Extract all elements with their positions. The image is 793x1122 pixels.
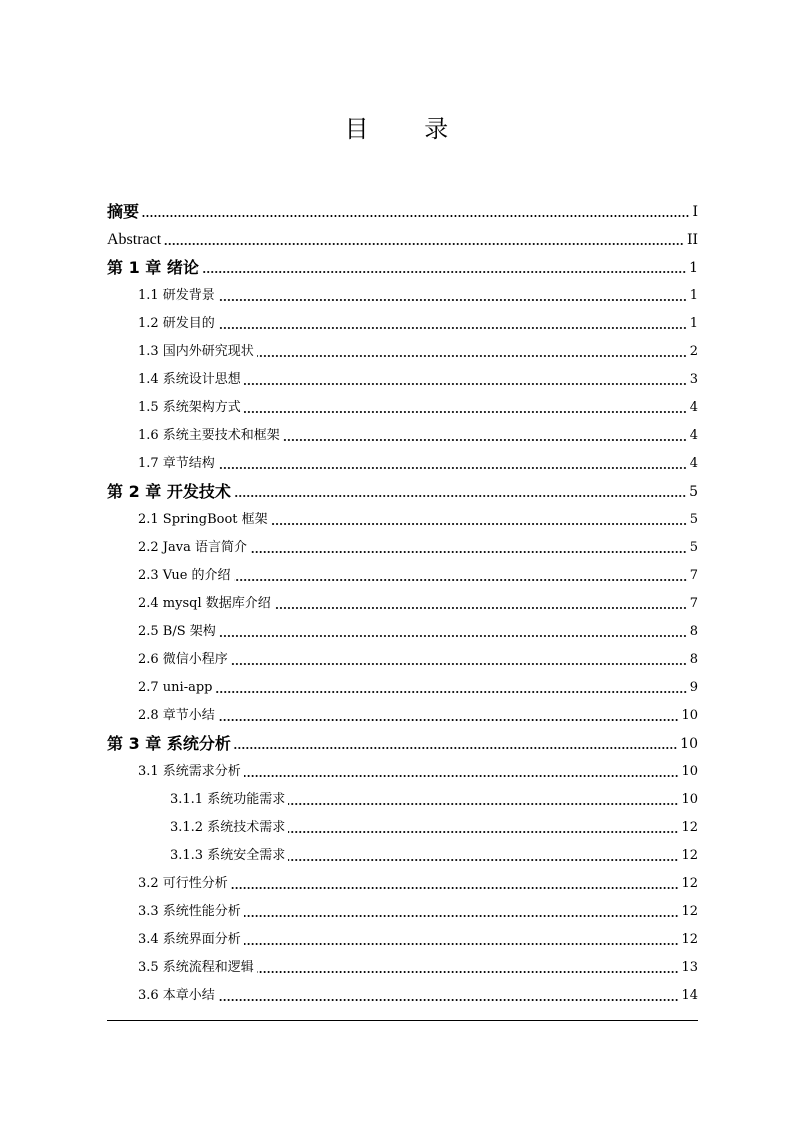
toc-entry-page-number: 12 <box>681 904 698 919</box>
toc-entry[interactable] <box>107 306 698 334</box>
dot-leader <box>244 943 679 945</box>
toc-entry-label: Abstract <box>107 231 162 248</box>
toc-entry-page-number: 9 <box>689 680 698 695</box>
toc-entry-label: 2.1 SpringBoot 框架 <box>138 512 268 527</box>
toc-entry[interactable] <box>107 698 698 726</box>
toc-entry-page-number: 7 <box>689 568 698 583</box>
toc-entry-label: 1.1 研发背景 <box>138 288 215 303</box>
toc-entry[interactable] <box>107 614 698 642</box>
toc-entry-label: 3.4 系统界面分析 <box>138 932 241 947</box>
dot-leader <box>216 691 687 693</box>
toc-entry-page-number: 13 <box>681 960 698 975</box>
toc-entry-page-number: 1 <box>689 288 698 303</box>
toc-entry-page-number: 12 <box>681 876 698 891</box>
toc-entry-page-number: 7 <box>689 596 698 611</box>
toc-entry[interactable] <box>107 586 698 614</box>
bottom-divider <box>107 1020 698 1021</box>
toc-entry-label: 3.3 系统性能分析 <box>138 904 241 919</box>
dot-leader <box>234 747 677 749</box>
toc-entry-page-number: I <box>692 204 698 220</box>
toc-entry-label: 2.8 章节小结 <box>138 708 215 723</box>
toc-entry-label: 2.2 Java 语言简介 <box>138 540 247 555</box>
toc-entry-page-number: 1 <box>689 260 698 276</box>
toc-entry[interactable] <box>107 558 698 586</box>
toc-entry[interactable] <box>107 810 698 838</box>
toc-entry-label: 1.7 章节结构 <box>138 456 215 471</box>
dot-leader <box>218 299 687 301</box>
toc-entry[interactable] <box>107 782 698 810</box>
dot-leader <box>218 327 687 329</box>
toc-entry[interactable] <box>107 474 698 502</box>
toc-entry-label: 3.5 系统流程和逻辑 <box>138 960 254 975</box>
toc-entry-page-number: 12 <box>681 932 698 947</box>
toc-entry[interactable] <box>107 334 698 362</box>
dot-leader <box>244 775 679 777</box>
toc-entry[interactable] <box>107 922 698 950</box>
dot-leader <box>283 439 687 441</box>
toc-entry[interactable] <box>107 250 698 278</box>
toc-entry-page-number: 10 <box>681 764 698 779</box>
dot-leader <box>244 383 687 385</box>
dot-leader <box>202 271 686 273</box>
toc-entry-label: 2.4 mysql 数据库介绍 <box>138 596 271 611</box>
toc-entry-page-number: 4 <box>689 428 698 443</box>
toc-entry-label: 第 2 章 开发技术 <box>107 482 231 501</box>
dot-leader <box>274 607 687 609</box>
dot-leader <box>219 635 687 637</box>
dot-leader <box>244 411 687 413</box>
toc-entry-label: 3.1.2 系统技术需求 <box>170 820 286 835</box>
toc-entry[interactable] <box>107 866 698 894</box>
toc-entry-page-number: 8 <box>689 652 698 667</box>
toc-entry-label: 1.4 系统设计思想 <box>138 372 241 387</box>
toc-entry-label: 2.7 uni-app <box>138 680 213 695</box>
toc-entry-page-number: 12 <box>681 820 698 835</box>
toc-entry-label: 摘要 <box>107 202 140 221</box>
toc-entry[interactable] <box>107 362 698 390</box>
toc-entry[interactable] <box>107 950 698 978</box>
toc-entry-label: 1.3 国内外研究现状 <box>138 344 254 359</box>
toc-entry[interactable] <box>107 446 698 474</box>
table-of-contents <box>107 194 698 1006</box>
toc-entry-page-number: 12 <box>681 848 698 863</box>
dot-leader <box>234 579 687 581</box>
toc-entry-page-number: 14 <box>681 988 698 1003</box>
toc-entry-label: 2.3 Vue 的介绍 <box>138 568 231 583</box>
toc-entry[interactable] <box>107 278 698 306</box>
dot-leader <box>288 803 678 805</box>
dot-leader <box>164 243 684 245</box>
toc-entry-page-number: 4 <box>689 400 698 415</box>
toc-entry[interactable] <box>107 390 698 418</box>
toc-entry[interactable] <box>107 502 698 530</box>
toc-entry[interactable] <box>107 418 698 446</box>
toc-entry-label: 3.2 可行性分析 <box>138 876 228 891</box>
toc-entry[interactable] <box>107 978 698 1006</box>
toc-entry-page-number: 4 <box>689 456 698 471</box>
toc-entry-label: 1.6 系统主要技术和框架 <box>138 428 280 443</box>
dot-leader <box>250 551 687 553</box>
toc-entry-label: 第 1 章 绪论 <box>107 258 199 277</box>
dot-leader <box>234 495 686 497</box>
toc-entry-page-number: 10 <box>681 708 698 723</box>
toc-entry-label: 1.2 研发目的 <box>138 316 215 331</box>
toc-entry-page-number: 5 <box>689 540 698 555</box>
dot-leader <box>231 887 679 889</box>
toc-entry-label: 2.6 微信小程序 <box>138 652 228 667</box>
dot-leader <box>257 971 679 973</box>
toc-entry-page-number: 2 <box>689 344 698 359</box>
toc-entry-page-number: 1 <box>689 316 698 331</box>
page-title: 目 录 <box>344 115 473 143</box>
dot-leader <box>218 719 679 721</box>
toc-entry-label: 第 3 章 系统分析 <box>107 734 231 753</box>
toc-entry-page-number: 10 <box>681 792 698 807</box>
toc-entry[interactable] <box>107 530 698 558</box>
toc-entry-page-number: 3 <box>689 372 698 387</box>
toc-entry-page-number: 5 <box>689 484 698 500</box>
toc-entry-page-number: II <box>686 232 698 248</box>
toc-entry-label: 3.6 本章小结 <box>138 988 215 1003</box>
dot-leader <box>257 355 687 357</box>
toc-entry-label: 3.1.3 系统安全需求 <box>170 848 286 863</box>
dot-leader <box>271 523 687 525</box>
dot-leader <box>142 215 689 217</box>
toc-entry[interactable] <box>107 642 698 670</box>
toc-entry[interactable] <box>107 222 698 250</box>
toc-entry-label: 1.5 系统架构方式 <box>138 400 241 415</box>
toc-entry-page-number: 8 <box>689 624 698 639</box>
dot-leader <box>231 663 687 665</box>
toc-entry[interactable] <box>107 754 698 782</box>
dot-leader <box>218 999 679 1001</box>
toc-entry-label: 3.1 系统需求分析 <box>138 764 241 779</box>
toc-entry[interactable] <box>107 838 698 866</box>
toc-entry-label: 3.1.1 系统功能需求 <box>170 792 286 807</box>
toc-entry[interactable] <box>107 726 698 754</box>
toc-entry-page-number: 5 <box>689 512 698 527</box>
dot-leader <box>288 859 678 861</box>
dot-leader <box>288 831 678 833</box>
toc-entry-label: 2.5 B/S 架构 <box>138 624 216 639</box>
toc-entry[interactable] <box>107 894 698 922</box>
dot-leader <box>218 467 687 469</box>
toc-entry[interactable] <box>107 194 698 222</box>
toc-entry-page-number: 10 <box>680 736 698 752</box>
dot-leader <box>244 915 679 917</box>
toc-entry[interactable] <box>107 670 698 698</box>
